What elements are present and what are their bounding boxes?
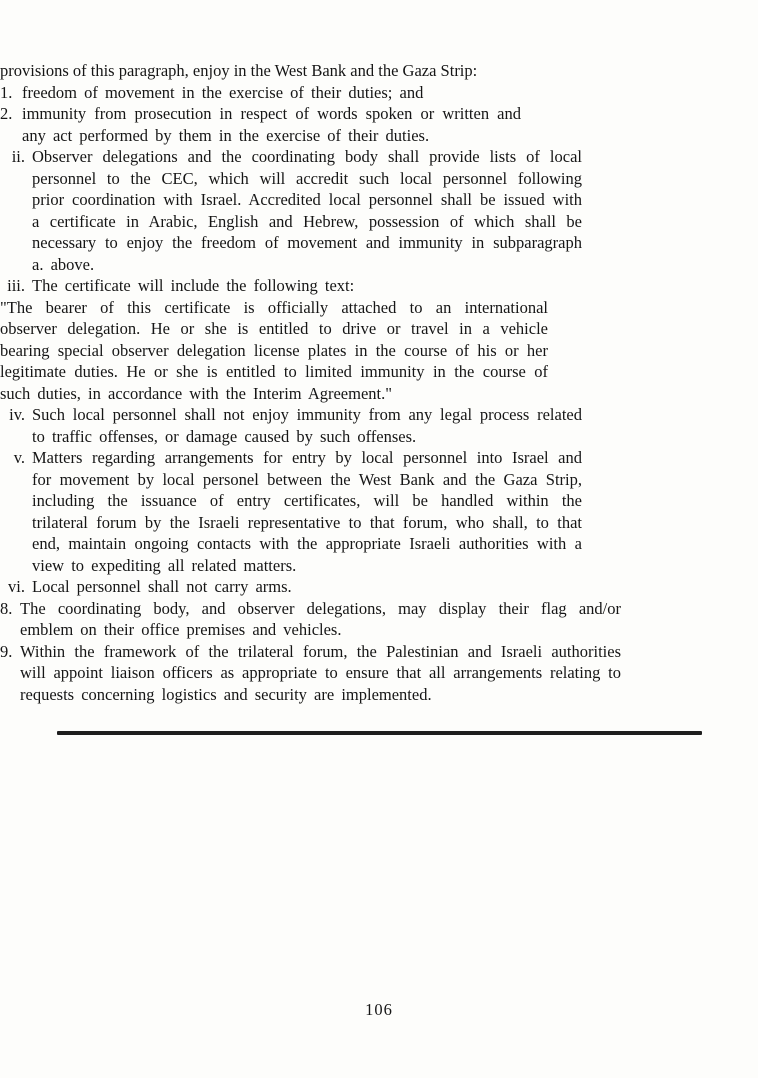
paragraph-continuation: provisions of this paragraph, enjoy in the West Bank and the Gaza Strip: xyxy=(0,61,478,80)
list-marker-1: 1. xyxy=(0,82,13,102)
list-item-2 xyxy=(0,103,521,146)
list-text-iv: Such local personnel shall not enjoy immunity from any legal process related to traffic offenses, or damage caused by such offenses. xyxy=(32,405,582,446)
list-marker-iii: iii. xyxy=(7,276,25,295)
list-text-2: immunity from prosecution in respect of words spoken or written and any act performed by them in the exercise of their duties. xyxy=(22,104,521,145)
list-item-1 xyxy=(0,82,521,104)
horizontal-rule xyxy=(57,731,702,735)
list-text-9: Within the framework of the trilateral forum, the Palestinian and Israeli authorities will appoint liaison officers as appropriate to ensure that all arrangements relating to requests concerning logistics and security are implemented. xyxy=(20,641,621,704)
list-marker-v: v. xyxy=(13,448,25,467)
list-item-v xyxy=(0,447,582,576)
list-item-iii xyxy=(0,275,582,297)
list-item-8 xyxy=(0,598,621,641)
list-item-ii xyxy=(0,146,582,275)
list-text-vi: Local personnel shall not carry arms. xyxy=(32,577,292,596)
list-marker-2: 2. xyxy=(0,104,13,123)
list-text-ii: Observer delegations and the coordinating body shall provide lists of local personnel to the CEC, which will accredit such local personnel following prior coordination with Israel. Accredited local personnel shall be issued with a certificate in Arabic, English and Hebrew, possession of which shall be necessary to enjoy the freedom of movement and immunity in subparagraph a. above. xyxy=(32,147,582,274)
list-text-1: freedom of movement in the exercise of their duties; and xyxy=(22,82,424,102)
list-text-v: Matters regarding arrangements for entry by local personnel into Israel and for movement by local personel between the West Bank and the Gaza Strip, including the issuance of entry certificates, will be handled within the trilateral forum by the Israeli representative to that forum, who shall, to that end, maintain ongoing contacts with the appropriate Israeli authorities with a view to expediting all related matters. xyxy=(32,448,582,575)
list-text-iii: The certificate will include the following text: xyxy=(32,276,355,295)
list-marker-ii: ii. xyxy=(11,147,25,166)
list-marker-vi: vi. xyxy=(8,577,25,596)
list-marker-9: 9. xyxy=(0,641,13,661)
list-marker-8: 8. xyxy=(0,598,13,618)
certificate-quote: "The bearer of this certificate is officially attached to an international observer delegation. He or she is entitled to drive or travel in a vehicle bearing special observer delegation license plates in the course of his or her legitimate duties. He or she is entitled to limited immunity in the course of such duties, in accordance with the Interim Agreement." xyxy=(0,297,548,403)
list-item-vi xyxy=(0,576,582,598)
list-item-iv xyxy=(0,404,582,447)
list-marker-iv: iv. xyxy=(9,405,25,424)
page-number: 106 xyxy=(365,999,393,1019)
list-item-9 xyxy=(0,641,621,706)
list-text-8: The coordinating body, and observer delegations, may display their flag and/or emblem on their office premises and vehicles. xyxy=(20,598,621,639)
